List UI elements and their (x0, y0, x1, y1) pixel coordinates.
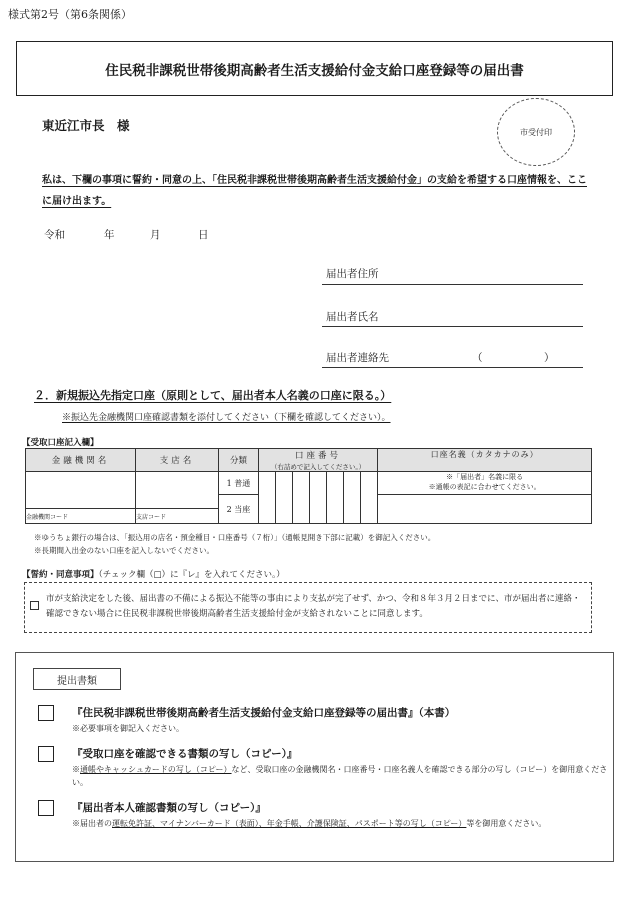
doc3-note (72, 817, 612, 830)
type-current[interactable]: 2 当座 (219, 495, 259, 524)
address-label: 届出者住所 (326, 268, 379, 280)
branch-name-cell[interactable] (136, 472, 219, 509)
doc3-note-underlined: 運転免許証、マイナンバーカード（表面）、年金手帳、介護保険証、パスポート等の写し（コピー） (112, 819, 467, 828)
name-label: 届出者氏名 (326, 311, 379, 323)
doc2-note-underlined: 通帳やキャッシュカードの写し（コピー） (80, 765, 232, 774)
account-number-header (259, 449, 378, 472)
digit-cell[interactable] (344, 472, 361, 524)
branch-name-header: 支店名 (136, 449, 219, 472)
account-holder-header-label: 口座名義（カタカナのみ） (430, 450, 539, 459)
date-era: 令和 (44, 229, 65, 241)
address-field[interactable] (322, 284, 583, 285)
account-table-title: 【受取口座記入欄】 (22, 438, 99, 448)
digit-cell[interactable] (310, 472, 327, 524)
date-month[interactable]: 月 (150, 229, 161, 241)
pledge-text: 市が支給決定をした後、届出書の不備による振込不能等の事由により支払が完了せず、かつ、令和８年３月２日までに、市が届出者に連絡・確認できない場合に住民税非課税世帯後期高齢者生活支援給付金が支給されないことに同意します。 (46, 594, 581, 619)
account-number-header-label: 口座番号 (295, 451, 342, 461)
bank-name-header: 金融機関名 (26, 449, 136, 472)
bank-code-label: 金融機関コード (26, 513, 69, 521)
doc2-note (72, 763, 612, 789)
pledge-title-bold: 【誓約・同意事項】 (22, 570, 99, 580)
account-type-header: 分類 (219, 449, 259, 472)
contact-field[interactable] (322, 367, 583, 368)
doc1-title: 『住民税非課税世帯後期高齢者生活支援給付金支給口座登録等の届出書』（本書） (72, 707, 456, 719)
bank-name-cell[interactable] (26, 472, 136, 509)
contact-paren-close: ） (544, 352, 555, 364)
doc2-note-rest: など、受取口座の金融機関名・口座番号・口座名義人を確認できる部分の写し（コピー）を御用意ください。 (72, 765, 608, 787)
account-holder-cell[interactable] (378, 495, 592, 524)
holder-note: ※「届出者」名義に限る (446, 473, 524, 481)
pledge-checkbox[interactable] (30, 601, 39, 610)
doc2-note-prefix: ※ (72, 765, 80, 774)
digit-cell[interactable] (361, 472, 378, 524)
document-title: 住民税非課税世帯後期高齢者生活支援給付金支給口座登録等の届出書 (16, 41, 613, 96)
branch-code-label: 支店コード (136, 513, 167, 521)
bank-code-cell[interactable] (26, 509, 136, 524)
declaration-sentence: 私は、下欄の事項に誓約・同意の上、「住民税非課税世帯後期高齢者生活支援給付金」の支給を希望する口座情報を、ここに届け出ます。 (42, 175, 587, 207)
date-day[interactable]: 日 (198, 229, 209, 241)
yucho-note: ※ゆうちょ銀行の場合は、「振込用の店名・預金種目・口座番号（７桁）」（通帳見開き下部に記載）を御記入ください。 (34, 533, 436, 542)
doc3-title: 『届出者本人確認書類の写し（コピー）』 (72, 802, 266, 814)
account-table (25, 448, 592, 524)
name-field[interactable] (322, 326, 583, 327)
doc2-title: 『受取口座を確認できる書類の写し（コピー）』 (72, 748, 298, 760)
declaration-text (42, 170, 587, 212)
submission-tab: 提出書類 (33, 668, 121, 690)
attach-note: ※振込先金融機関口座確認書類を添付してください（下欄を確認してください）。 (62, 413, 391, 423)
contact-paren-open: （ (472, 352, 483, 364)
dormant-account-note: ※長期間入出金のない口座を記入しないでください。 (34, 546, 214, 555)
doc3-note-rest: 等を御用意ください。 (466, 819, 547, 828)
section2-heading: ２．新規振込先指定口座（原則として、届出者本人名義の口座に限る。） (34, 389, 392, 402)
pledge-title-rest: （チェック欄（□）に『レ』を入れてください。） (98, 570, 285, 580)
reception-stamp-area (497, 98, 575, 166)
digit-cell[interactable] (259, 472, 276, 524)
form-number: 様式第2号（第6条関係） (8, 8, 132, 21)
doc2-checkbox[interactable] (38, 746, 54, 762)
contact-label: 届出者連絡先 (326, 352, 389, 364)
doc3-note-prefix: ※届出者の (72, 819, 112, 828)
date-year[interactable]: 年 (104, 229, 115, 241)
type-ordinary[interactable]: 1 普通 (219, 472, 259, 495)
addressee: 東近江市長 様 (42, 118, 130, 133)
account-number-header-sub: （右詰めで記入してください。） (270, 463, 366, 471)
holder-note: ※通帳の表記に合わせてください。 (428, 483, 541, 491)
pledge-title (22, 568, 285, 580)
doc1-note: ※必要事項を御記入ください。 (72, 724, 184, 733)
digit-cell[interactable] (327, 472, 344, 524)
doc3-checkbox[interactable] (38, 800, 54, 816)
digit-cell[interactable] (293, 472, 310, 524)
digit-cell[interactable] (276, 472, 293, 524)
branch-code-cell[interactable] (136, 509, 219, 524)
holder-notes (378, 472, 592, 495)
doc1-checkbox[interactable] (38, 705, 54, 721)
stamp-label: 市受付印 (520, 127, 552, 137)
account-holder-header (378, 449, 592, 472)
